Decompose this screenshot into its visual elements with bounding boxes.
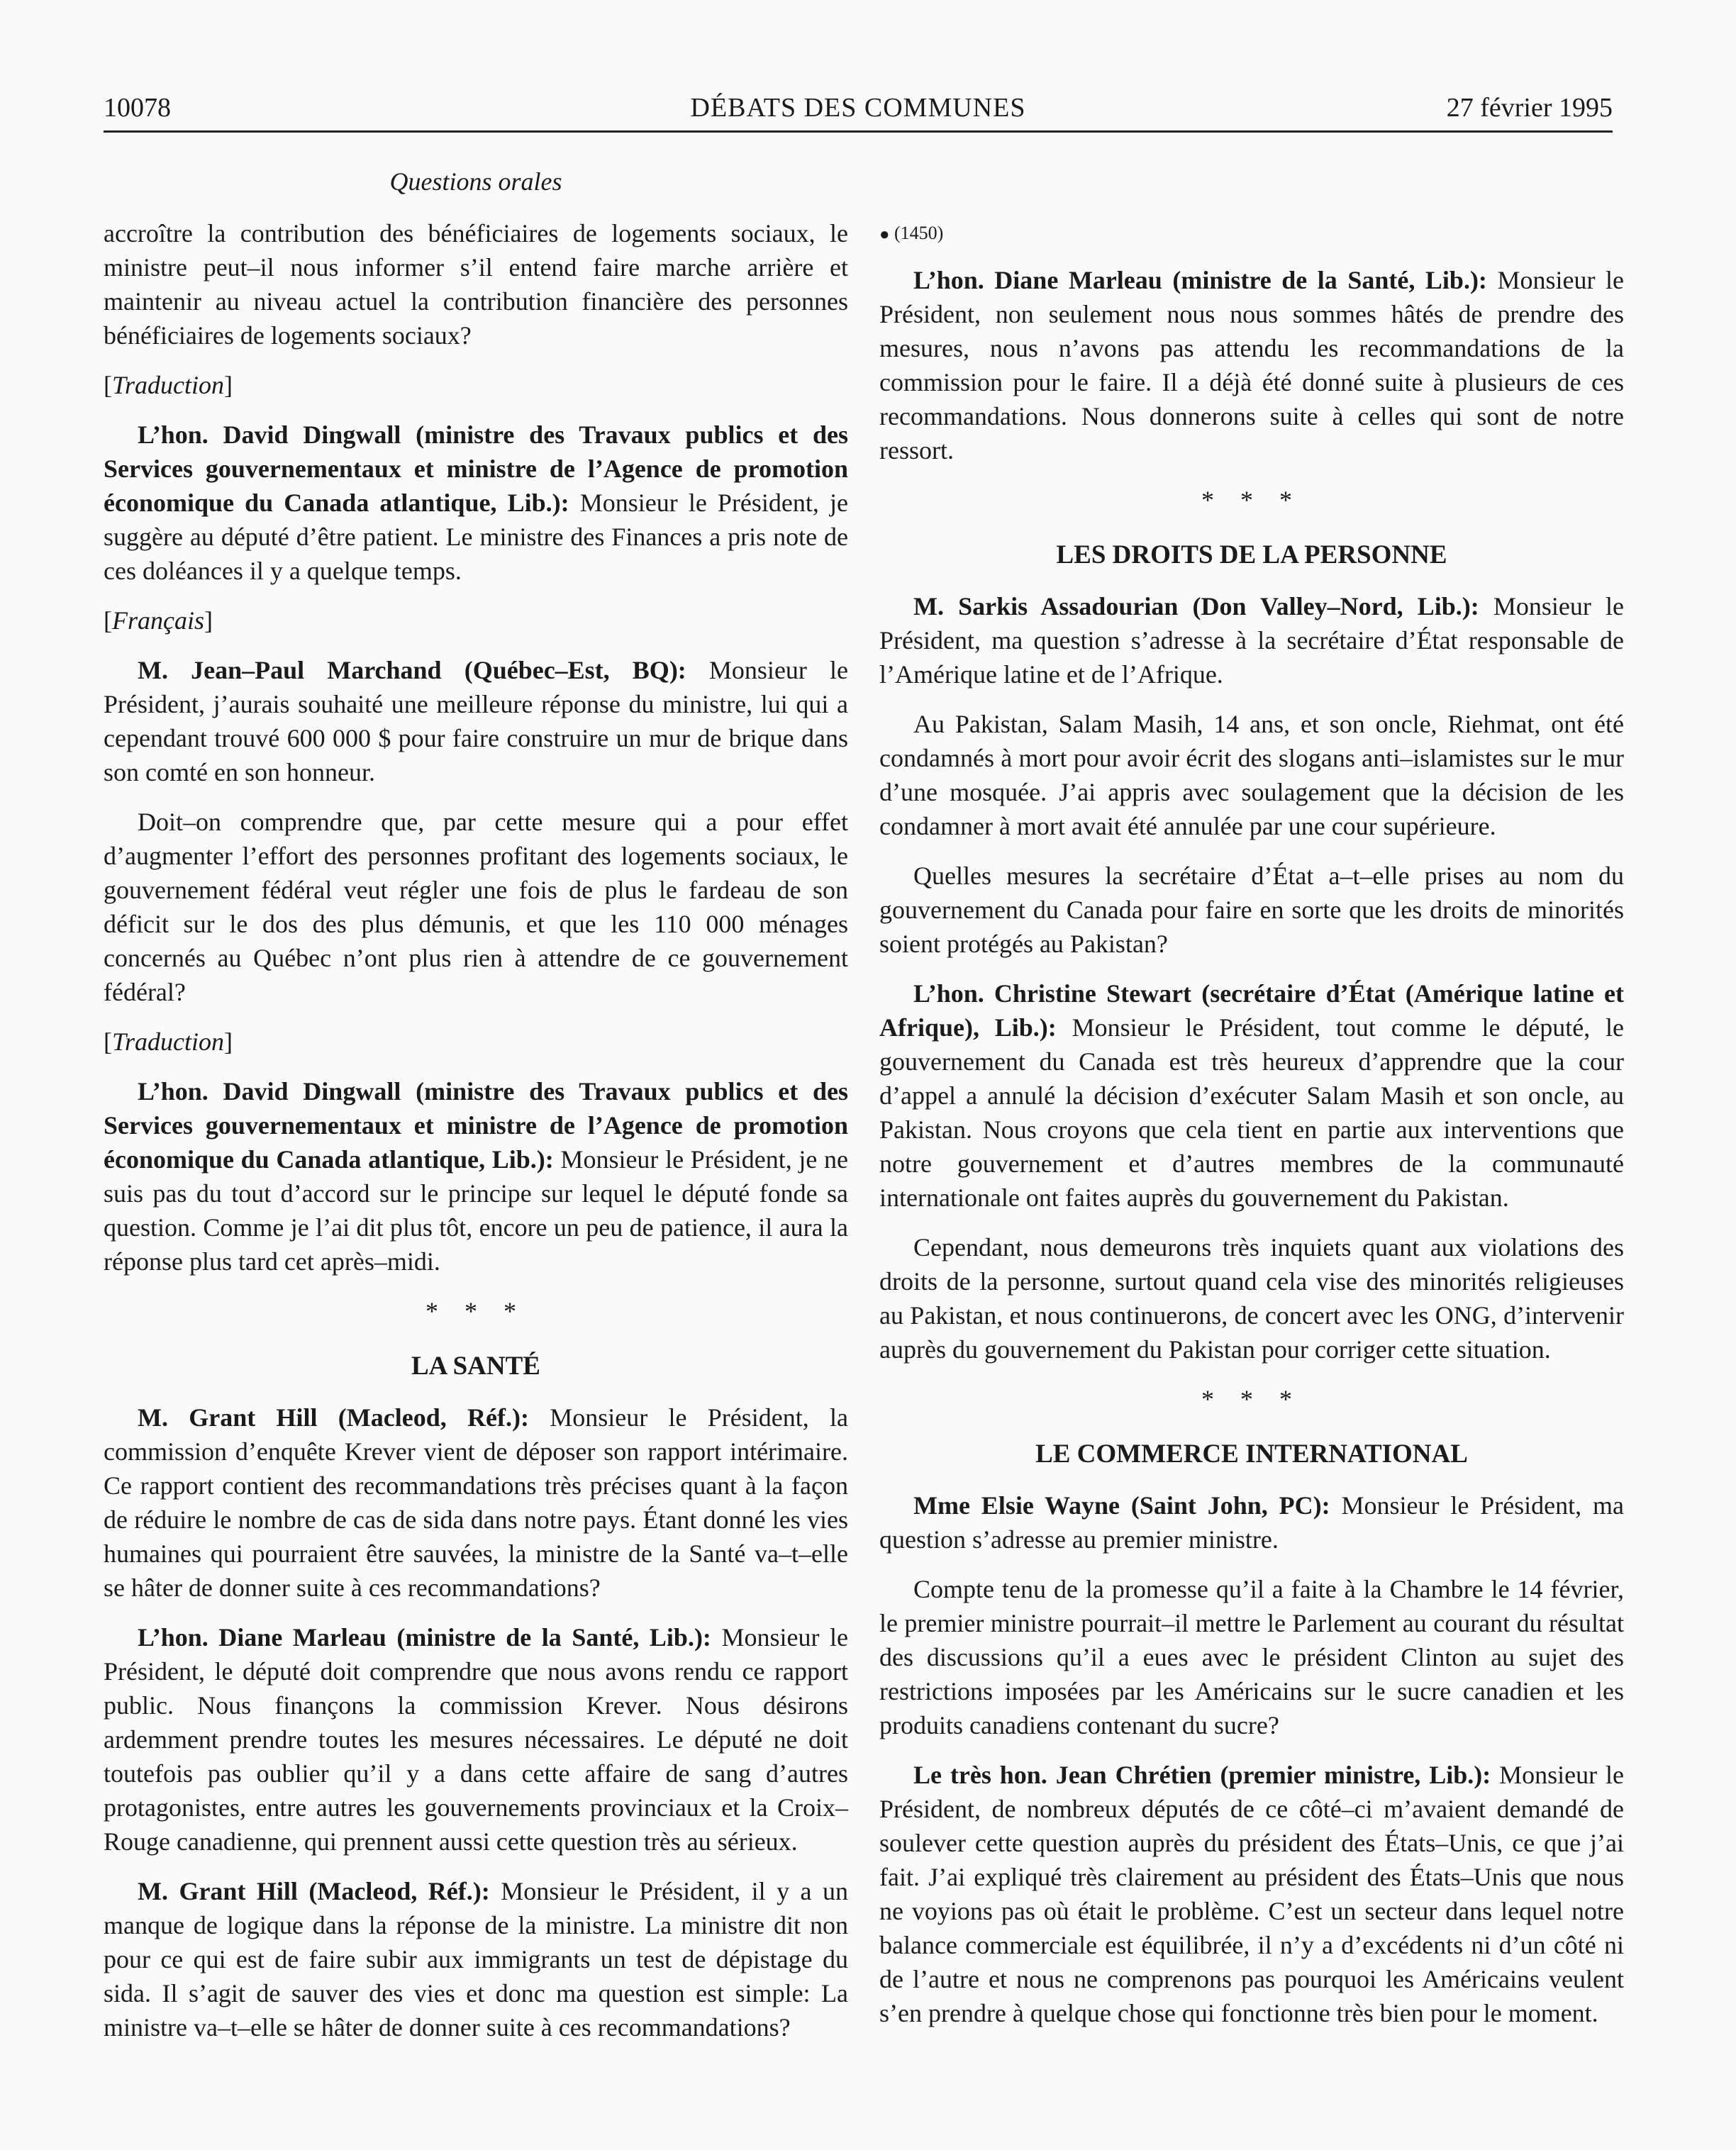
section-label: Questions orales	[389, 167, 562, 196]
page-number: 10078	[104, 93, 171, 123]
section-separator: * * *	[1201, 486, 1302, 515]
paragraph: accroître la contribution des bénéficiaires de logements sociaux, le ministre peut–il nous informer s’il entend faire marche arrière et maintenir au niveau actuel la contribution financière des personnes bénéficiaires de logements sociaux?	[104, 219, 848, 350]
speech-text: Monsieur le Président, ma question s’adresse au premier ministre.	[879, 1491, 1625, 1554]
language-label-text: Traduction	[112, 371, 225, 399]
speech	[104, 418, 848, 588]
speech	[104, 1620, 848, 1859]
paragraph: Doit–on comprendre que, par cette mesure qui a pour effet d’augmenter l’effort des personnes profitant des logements sociaux, le gouvernement fédéral veut régler une fois de plus le fardeau de son déficit sur le dos des plus démunis, et que les 110 000 ménages concernés au Québec n’ont plus rien à attendre de ce gouvernement fédéral?	[104, 808, 848, 1006]
section-heading: LA SANTÉ	[411, 1352, 540, 1381]
speaker-name: M. Grant Hill (Macleod, Réf.):	[138, 1403, 529, 1432]
publication-title: DÉBATS DES COMMUNES	[690, 93, 1026, 123]
section-separator: * * *	[1201, 1385, 1302, 1414]
speaker-name: Le très hon. Jean Chrétien (premier ministre, Lib.):	[913, 1761, 1491, 1790]
speech	[879, 263, 1624, 467]
speech-text: Monsieur le Président, tout comme le député, le gouvernement du Canada est très heureux d’apprendre que la cour d’appel a annulé la décision d’exécuter Salam Masih et son oncle, au Pakistan. Nous croyons que cela tient en partie aux interventions que notre gouvernement et d’autres membres de la communauté internationale ont faites auprès du gouvernement du Pakistan.	[879, 1013, 1624, 1213]
bullet-icon: ●	[879, 225, 890, 245]
speech-text: Monsieur le Président, le député doit comprendre que nous avons rendu ce rapport public. Nous finançons la commission Krever. Nous désirons ardemment prendre toutes les mesures nécessaires. Le député ne doit toutefois pas oublier qu’il y a dans cette affaire de sang d’autres protagonistes, entre autres les gouvernements provinciaux et la Croix–Rouge canadienne, qui prennent aussi cette question très au sérieux.	[104, 1623, 849, 1856]
speaker-name: L’hon. David Dingwall (ministre des Travaux publics et des Services gouvernementaux et ministre de l’Agence de promotion économique du Canada atlantique, Lib.):	[104, 1077, 848, 1174]
paragraph: Cependant, nous demeurons très inquiets quant aux violations des droits de la personne, surtout quand cela vise des minorités religieuses au Pakistan, et nous continuerons, de concert avec les ONG, d’intervenir auprès du gouvernement du Pakistan pour corriger cette situation.	[879, 1233, 1624, 1364]
speech-text: Monsieur le Président, ma question s’adresse à la secrétaire d’État responsable de l’Amérique latine et de l’Afrique.	[879, 592, 1625, 689]
speech-text: Monsieur le Président, je suggère au député d’être patient. Le ministre des Finances a pris note de ces doléances il y a quelque temps.	[104, 489, 848, 585]
language-label-text: Traduction	[112, 1027, 225, 1056]
time-marker	[879, 216, 1624, 252]
speech	[879, 1758, 1624, 2030]
section-heading: LES DROITS DE LA PERSONNE	[1056, 540, 1447, 570]
speech	[879, 1488, 1624, 1556]
speech	[104, 1074, 848, 1279]
left-column	[104, 216, 848, 2060]
speech-text: Monsieur le Président, je ne suis pas du tout d’accord sur le principe sur lequel le député fonde sa question. Comme je l’ai dit plus tôt, encore un peu de patience, il aura la réponse plus tard cet après–midi.	[104, 1145, 848, 1276]
speaker-name: L’hon. Christine Stewart (secrétaire d’État (Amérique latine et Afrique), Lib.):	[879, 979, 1624, 1042]
language-label: [Traduction]	[104, 1027, 233, 1056]
paragraph: Au Pakistan, Salam Masih, 14 ans, et son oncle, Riehmat, ont été condamnés à mort pour avoir écrit des slogans anti–islamistes sur le mur d’une mosquée. J’ai appris avec soulagement que la décision de les condamner à mort avait été annulée par une cour supérieure.	[879, 710, 1624, 841]
speech-text: Monsieur le Président, la commission d’enquête Krever vient de déposer son rapport intérimaire. Ce rapport contient des recommandations très précises quant à la façon de réduire le nombre de cas de sida dans notre pays. Étant donné les vies humaines qui pourraient être sauvées, la ministre de la Santé va–t–elle se hâter de donner suite à ces recommandations?	[104, 1403, 848, 1602]
speech	[879, 589, 1624, 691]
paragraph: Quelles mesures la secrétaire d’État a–t–elle prises au nom du gouvernement du Canada pour faire en sorte que les droits de minorités soient protégés au Pakistan?	[879, 862, 1624, 959]
section-heading: LE COMMERCE INTERNATIONAL	[1035, 1439, 1468, 1469]
speaker-name: Mme Elsie Wayne (Saint John, PC):	[913, 1491, 1330, 1520]
publication-date: 27 février 1995	[1446, 93, 1613, 123]
speech-text: Monsieur le Président, non seulement nous nous sommes hâtés de prendre des mesures, nous n’avons pas attendu les recommandations de la commission pour le faire. Il a déjà été donné suite à plusieurs de ces recommandations. Nous donnerons suite à celles qui sont de notre ressort.	[879, 266, 1625, 465]
section-separator: * * *	[425, 1297, 526, 1325]
language-label: [Traduction]	[104, 371, 233, 399]
right-column	[879, 216, 1624, 2046]
language-label: [Français]	[104, 606, 213, 635]
speaker-name: L’hon. Diane Marleau (ministre de la Santé, Lib.):	[138, 1623, 711, 1652]
paragraph: Compte tenu de la promesse qu’il a faite à la Chambre le 14 février, le premier ministre pourrait–il mettre le Parlement au courant du résultat des discussions qu’il a eues avec le président Clinton au sujet des restrictions imposées par les Américains sur le sucre canadien et les produits canadiens contenant du sucre?	[879, 1575, 1624, 1740]
language-label-text: Français	[112, 606, 204, 635]
speech	[879, 976, 1624, 1215]
speech	[104, 653, 848, 789]
speech	[104, 1400, 848, 1605]
speech-text: Monsieur le Président, de nombreux députés de ce côté–ci m’avaient demandé de soulever cette question auprès du président des États–Unis, ce que j’ai fait. J’ai expliqué très clairement au président des États–Unis que nous ne voyions pas où était le problème. C’est un secteur dans lequel notre balance commerciale est équilibrée, il n’y a d’excédents ni d’un côté ni de l’autre et nous ne comprenons pas pourquoi les Américains veulent s’en prendre à quelque chose qui fonctionne très bien pour le moment.	[879, 1761, 1624, 2028]
speaker-name: M. Sarkis Assadourian (Don Valley–Nord, Lib.):	[913, 592, 1479, 621]
time-marker-text: (1450)	[894, 223, 944, 243]
speech-text: Monsieur le Président, il y a un manque de logique dans la réponse de la ministre. La ministre dit non pour ce qui est de faire subir aux immigrants un test de dépistage du sida. Il s’agit de sauver des vies et donc ma question est simple: La ministre va–t–elle se hâter de donner suite à ces recommandations?	[104, 1877, 848, 2042]
speaker-name: L’hon. David Dingwall (ministre des Travaux publics et des Services gouvernementaux et ministre de l’Agence de promotion économique du Canada atlantique, Lib.):	[104, 420, 848, 517]
speaker-name: M. Grant Hill (Macleod, Réf.):	[138, 1877, 490, 1905]
speech	[104, 1874, 848, 2044]
page-header	[104, 88, 1613, 133]
speech-text: Monsieur le Président, j’aurais souhaité une meilleure réponse du ministre, lui qui a cependant trouvé 600 000 $ pour faire construire un mur de brique dans son comté en son honneur.	[104, 656, 849, 786]
speaker-name: M. Jean–Paul Marchand (Québec–Est, BQ):	[138, 656, 686, 684]
speaker-name: L’hon. Diane Marleau (ministre de la Santé, Lib.):	[913, 266, 1487, 295]
